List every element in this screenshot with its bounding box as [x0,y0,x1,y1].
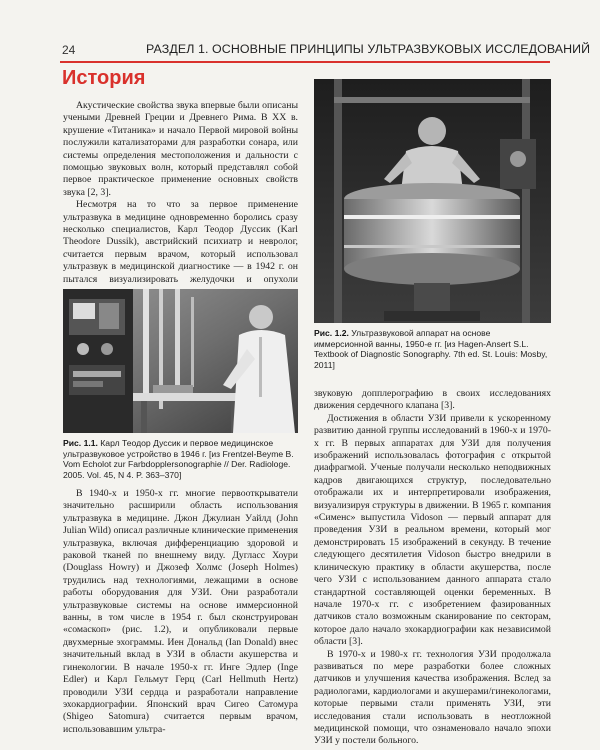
header-rule [60,61,550,63]
section-heading: История [62,67,146,89]
chapter-title: РАЗДЕЛ 1. ОСНОВНЫЕ ПРИНЦИПЫ УЛЬТРАЗВУКОВЫХ ИССЛЕДОВАНИЙ [146,42,591,56]
right-column [314,388,551,748]
paragraph: Достижения в области УЗИ привели к ускоренному развитию данной группы исследований в 1960-х и 1970-х гг. В первых аппаратах для УЗИ для получения изображений использовалась фотография с открытой диафрагмой. Ученые получали несколько неподвижных кадров двигающихся структур, последовательно отображали их и интерпретировали изображения, визуализируя структуры в движении. В 1965 г. компания «Сименс» выпустила Vidoson — первый аппарат для проведения УЗИ в реальном времени, который мог демонстрировать 15 изображений в секунду. В течение следующего десятилетия Vidoson быстро внедрили в клиническую практику в области акушерства, после чего УЗИ с использованием данного аппарата стало стандартной составляющей оценки беременных. В начале 1970-х гг. с изобретением фазированных датчиков стало возможным сканирование по секторам, которое дало начало эхокардиографии как независимой области [3]. [314,412,551,648]
figure-label: Рис. 1.2. [314,328,352,338]
paragraph: Несмотря на то что за первое применение ультразвука в медицине одновременно боролись сразу несколько специалистов, Карл Теодор Дуссик (Karl Theodore Dussik), австрийский психиатр и невролог, считается первым врачом, который использовал ультразвук в медицинской диагностике — в 1942 г. он пытался визуализировать желудочки и опухоли [63,199,298,285]
left-column-top [63,100,298,311]
paragraph: звуковую допплерографию в своих исследованиях движения сердечного клапана [3]. [314,388,551,412]
figure-label: Рис. 1.1. [63,438,101,448]
immersion-tank-illustration [314,79,551,323]
figure-1-1-caption [63,438,298,480]
paragraph: В 1970-х и 1980-х гг. технология УЗИ продолжала развиваться по мере разработки более сложных датчиков и улучшения качества изображения. Вслед за радиологами, кардиологами и акушерами/гинекологами, которые первыми стали применять УЗИ, эти исследования стали использовать в неотложной медицинской помощи, что ознаменовало начало эпохи УЗИ у постели больного. [314,648,551,747]
figure-1-2-photo [314,79,551,323]
figure-1-1-photo [63,289,298,433]
paragraph: В 1940-х и 1950-х гг. многие первооткрыватели значительно расширили область использования ультразвука в медицине. Джон Джулиан Уайлд (John Julian Wild) описал различные клинические применения ультразвука, включая дифференциацию здоровой и раковой тканей по внешнему виду. Дугласс Хоури (Douglass Howry) и Джозеф Холмс (Joseph Holmes) трудились над технологиями, лежащими в основе работы оборудования для УЗИ. Они разработали ультразвуковые системы на основе иммерсионной ванны, в том числе в 1954 г. был сконструирован «сомаскоп» (рис. 1.2), и опубликовали первые двухмерные эхограммы. Иен Дональд (Ian Donald) внес значительный вклад в УЗИ в области акушерства и гинекологии. В начале 1950-х гг. Инге Эдлер (Inge Edler) и Карл Гельмут Герц (Carl Hellmuth Hertz) проводили УЗИ сердца и разработали направление эхокардиографии. Японский врач Сигео Сатомура (Shigeo Satomura) считается первым врачом, использовавшим ультра- [63,488,298,735]
left-column-bottom [63,488,298,736]
caption-text: Карл Теодор Дуссик и первое медицинское ультразвуковое устройство в 1946 г. [из Frentzel-Beyme B. Vom Echolot zur Farbdopplersonographie // Der. Radiologe. 2005. Vol. 45, N 4. P. 363–370] [63,438,294,480]
paragraph: Акустические свойства звука впервые были описаны учеными Древней Греции и Древнего Рима. В XX в. крушение «Титаника» и начало Первой мировой войны послужили катализаторами для разработки сонара, или системы определения местоположения и дальности с помощью звуковых волн, который представлял собой первое практическое применение основных свойств звука [2, 3]. [63,100,298,198]
page-number: 24 [62,43,76,57]
caption-text: Ультразвуковой аппарат на основе иммерсионной ванны, 1950-е гг. [из Hagen-Ansert S.L. Textbook of Diagnostic Sonography. 7th ed. St. Louis: Mosby, 2011] [314,328,548,370]
dussik-photo-illustration [63,289,298,433]
figure-1-2-caption [314,328,551,370]
